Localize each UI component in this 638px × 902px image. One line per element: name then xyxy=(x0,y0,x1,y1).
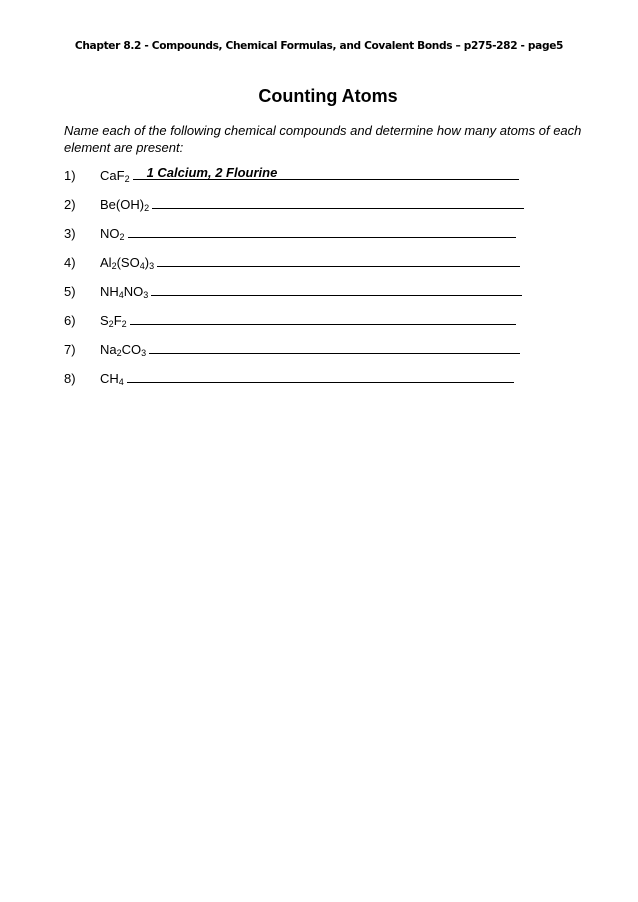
answer-blank[interactable] xyxy=(157,254,520,267)
question-item xyxy=(64,196,584,214)
formula-text: NH xyxy=(100,284,119,299)
question-body xyxy=(100,312,516,330)
formula-subscript: 3 xyxy=(141,348,147,358)
formula-text: NO xyxy=(100,226,120,241)
question-body xyxy=(100,254,520,272)
formula-text: S xyxy=(100,313,109,328)
formula-subscript: 3 xyxy=(149,261,155,271)
question-body xyxy=(100,225,516,243)
answer-blank[interactable] xyxy=(151,283,522,296)
question-body xyxy=(100,370,514,388)
chemical-formula xyxy=(100,254,154,272)
formula-subscript: 2 xyxy=(121,319,127,329)
formula-subscript: 3 xyxy=(143,290,149,300)
question-number: 1) xyxy=(64,168,76,183)
question-number: 5) xyxy=(64,284,76,299)
question-body xyxy=(100,167,519,185)
formula-subscript: 2 xyxy=(108,319,114,329)
chemical-formula xyxy=(100,370,124,388)
worksheet-title: Counting Atoms xyxy=(258,86,398,106)
question-number: 6) xyxy=(64,313,76,328)
question-item xyxy=(64,225,584,243)
answer-blank[interactable] xyxy=(127,370,514,383)
question-number: 7) xyxy=(64,342,76,357)
question-body xyxy=(100,341,520,359)
formula-text: ) xyxy=(144,255,150,270)
question-number: 8) xyxy=(64,371,76,386)
question-number: 4) xyxy=(64,255,76,270)
formula-subscript: 2 xyxy=(144,203,150,213)
question-item xyxy=(64,283,584,301)
answer-blank[interactable] xyxy=(149,341,520,354)
formula-text: Na xyxy=(100,342,117,357)
page-header: Chapter 8.2 - Compounds, Chemical Formulas, and Covalent Bonds – p275-282 - page5 xyxy=(74,40,564,52)
formula-subscript: 4 xyxy=(118,290,124,300)
formula-text: CO xyxy=(121,342,142,357)
answer-blank[interactable] xyxy=(128,225,516,238)
formula-subscript: 2 xyxy=(119,232,125,242)
answer-blank[interactable] xyxy=(133,167,519,180)
formula-text: Be(OH) xyxy=(100,197,145,212)
answer-blank[interactable] xyxy=(130,312,516,325)
formula-subscript: 4 xyxy=(118,377,124,387)
question-body xyxy=(100,283,522,301)
formula-text: Al xyxy=(100,255,112,270)
question-item xyxy=(64,167,584,185)
formula-text: CH xyxy=(100,371,119,386)
chemical-formula xyxy=(100,341,146,359)
formula-text: (SO xyxy=(116,255,140,270)
formula-text: NO xyxy=(123,284,144,299)
formula-subscript: 4 xyxy=(139,261,145,271)
chemical-formula xyxy=(100,283,148,301)
formula-text: CaF xyxy=(100,168,125,183)
question-item xyxy=(64,341,584,359)
formula-subscript: 2 xyxy=(111,261,117,271)
question-item xyxy=(64,370,584,388)
chemical-formula xyxy=(100,167,130,185)
question-number: 2) xyxy=(64,197,76,212)
chemical-formula xyxy=(100,225,125,243)
formula-subscript: 2 xyxy=(116,348,122,358)
answer-blank[interactable] xyxy=(152,196,524,209)
question-item xyxy=(64,312,584,330)
answer-text: 1 Calcium, 2 Flourine xyxy=(146,165,278,180)
formula-text: F xyxy=(113,313,122,328)
question-number: 3) xyxy=(64,226,76,241)
chemical-formula xyxy=(100,196,149,214)
instructions: Name each of the following chemical compounds and determine how many atoms of each element are present: xyxy=(64,123,582,155)
chemical-formula xyxy=(100,312,127,330)
formula-subscript: 2 xyxy=(124,174,130,184)
question-body xyxy=(100,196,524,214)
question-item xyxy=(64,254,584,272)
